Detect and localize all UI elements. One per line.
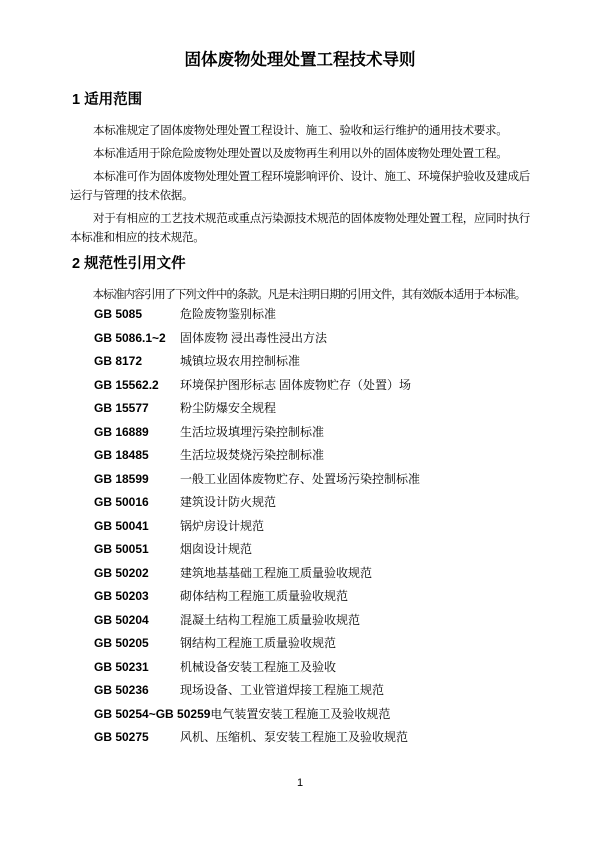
reference-row [94,634,530,658]
section-1-paragraph-1: 本标准规定了固体废物处理处置工程设计、施工、验收和运行维护的通用技术要求。 [93,125,508,137]
section-1-heading: 1 适用范围 [72,92,143,108]
reference-title: 风机、压缩机、泵安装工程施工及验收规范 [180,730,409,744]
page-number: 1 [296,777,304,789]
reference-code: GB 50041 [94,518,149,533]
reference-row [94,446,530,470]
reference-code: GB 18599 [94,471,149,486]
reference-title: 建筑地基基础工程施工质量验收规范 [180,565,373,580]
reference-title: 电气装置安装工程施工及验收规范 [210,706,391,721]
reference-row [94,611,530,635]
reference-row [94,399,530,423]
reference-row [94,376,530,400]
reference-row [94,587,530,611]
reference-row [94,329,530,353]
references-list [70,305,530,752]
reference-row [94,564,530,588]
reference-title: 烟囱设计规范 [180,542,253,556]
reference-code: GB 5085 [94,307,143,321]
reference-code: GB 50051 [94,542,149,556]
reference-title: 机械设备安装工程施工及验收 [180,659,337,674]
reference-title: 生活垃圾焚烧污染控制标准 [180,448,325,462]
reference-title: 城镇垃圾农用控制标准 [180,354,301,368]
reference-row [94,681,530,705]
section-2-intro-paragraph: 本标准内容引用了下列文件中的条款。凡是未注明日期的引用文件，其有效版本适用于本标准。 [92,289,526,301]
reference-code: GB 50231 [94,659,149,674]
document-title: 固体废物处理处置工程技术导则 [184,51,416,69]
reference-row [94,423,530,447]
reference-code: GB 50254~GB 50259 [94,706,211,721]
reference-title: 现场设备、工业管道焊接工程施工规范 [180,683,385,697]
section-1-paragraph-3: 本标准可作为固体废物处理处置工程环境影响评价、设计、施工、环境保护验收及建成后运行与管理的技术依据。 [70,171,530,202]
section-1-paragraph-4: 对于有相应的工艺技术规范或重点污染源技术规范的固体废物处理处置工程，应同时执行本标准和相应的技术规范。 [70,213,530,244]
reference-row [94,517,530,541]
reference-code: GB 5086.1~2 [94,330,166,345]
reference-title: 固体废物 浸出毒性浸出方法 [180,330,328,345]
reference-row [94,305,530,329]
reference-code: GB 50203 [94,589,149,603]
reference-code: GB 50204 [94,612,149,627]
reference-row [94,658,530,682]
reference-title: 粉尘防爆安全规程 [180,401,277,415]
reference-row [94,493,530,517]
reference-code: GB 50202 [94,565,149,580]
reference-row [94,540,530,564]
reference-code: GB 50205 [94,636,149,650]
reference-row [94,470,530,494]
reference-code: GB 8172 [94,354,143,368]
section-2-heading: 2 规范性引用文件 [72,256,186,272]
reference-title: 一般工业固体废物贮存、处置场污染控制标准 [180,471,421,486]
reference-title: 生活垃圾填埋污染控制标准 [180,424,325,439]
reference-row [94,352,530,376]
reference-title: 危险废物鉴别标准 [180,307,277,321]
reference-title: 砌体结构工程施工质量验收规范 [180,589,349,603]
reference-title: 建筑设计防火规范 [180,495,277,509]
reference-code: GB 50275 [94,730,149,744]
reference-code: GB 15562.2 [94,377,159,392]
section-1-paragraph-2: 本标准适用于除危险废物处理处置以及废物再生利用以外的固体废物处理处置工程。 [93,148,508,160]
reference-code: GB 16889 [94,424,149,439]
reference-title: 环境保护图形标志 固体废物贮存（处置）场 [180,377,412,392]
reference-title: 混凝土结构工程施工质量验收规范 [180,612,361,627]
reference-code: GB 18485 [94,448,149,462]
reference-row [94,728,530,752]
reference-code: GB 50016 [94,495,149,509]
reference-code: GB 50236 [94,683,149,697]
reference-row [94,705,530,729]
reference-code: GB 15577 [94,401,149,415]
reference-title: 锅炉房设计规范 [180,518,265,533]
reference-title: 钢结构工程施工质量验收规范 [180,636,337,650]
